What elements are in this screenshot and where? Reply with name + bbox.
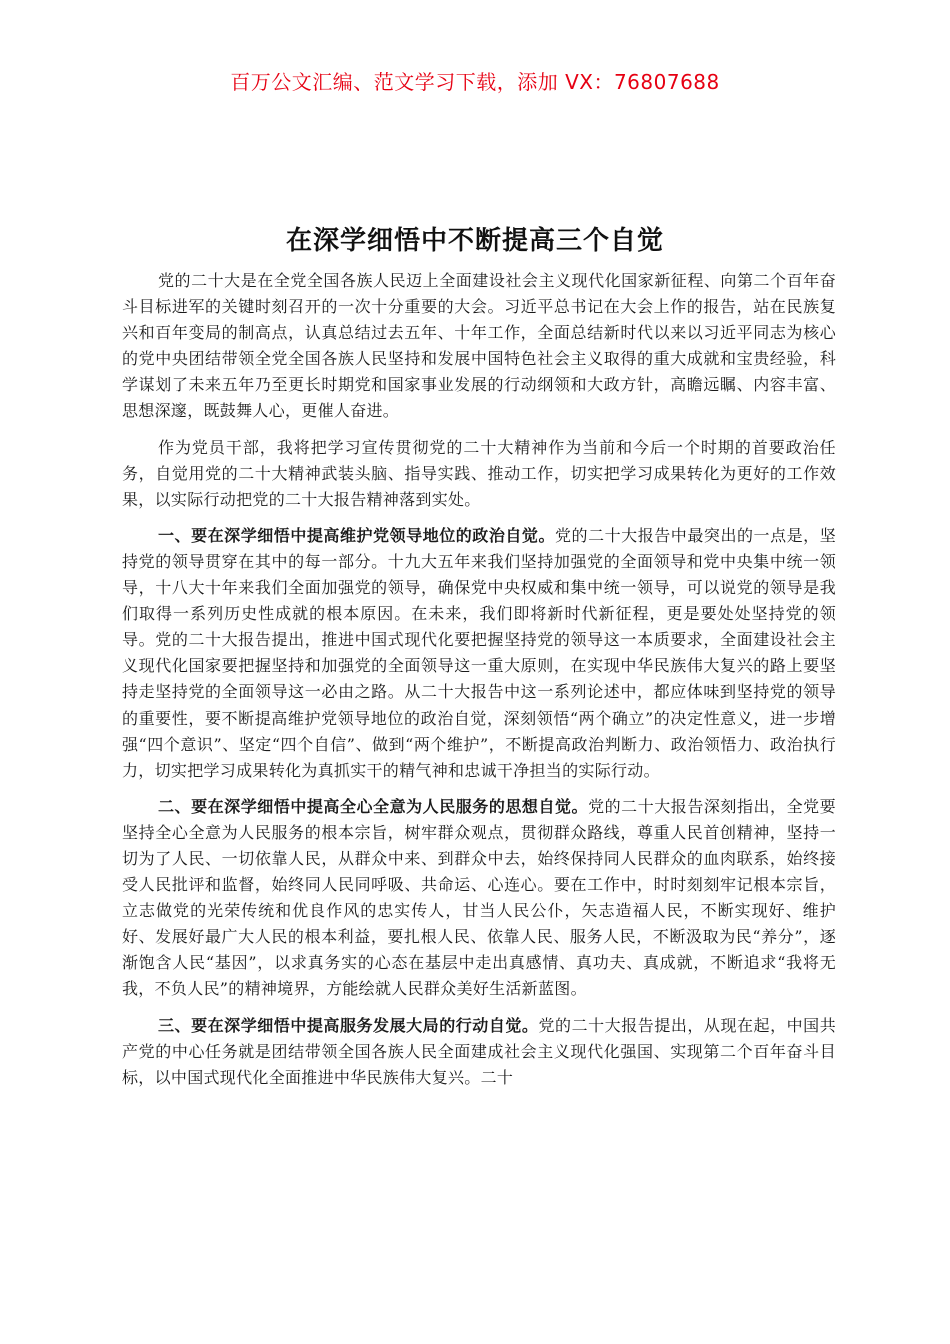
paragraph-section-2 xyxy=(122,794,836,1003)
paragraph-commitment xyxy=(122,435,836,513)
paragraph-text: 党的二十大报告提出，从现在起，中国共产党的中心任务就是团结带领全国各族人民全面建成社会主义现代化强国、实现第二个百年奋斗目标，以中国式现代化全面推进中华民族伟大复兴。二十 xyxy=(122,1015,837,1087)
section-heading: 一、要在深学细悟中提高维护党领导地位的政治自觉。 xyxy=(158,525,556,545)
section-heading: 三、要在深学细悟中提高服务发展大局的行动自觉。 xyxy=(158,1015,539,1035)
paragraph-text: 作为党员干部，我将把学习宣传贯彻党的二十大精神作为当前和今后一个时期的首要政治任务，自觉用党的二十大精神武装头脑、指导实践、推动工作，切实把学习成果转化为更好的工作效果，以实际行动把党的二十大报告精神落到实处。 xyxy=(122,437,836,509)
page-title: 在深学细悟中不断提高三个自觉 xyxy=(285,226,664,256)
paragraph-text: 党的二十大是在全党全国各族人民迈上全面建设社会主义现代化国家新征程、向第二个百年奋斗目标进军的关键时刻召开的一次十分重要的大会。习近平总书记在大会上作的报告，站在民族复兴和百年变局的制高点，认真总结过去五年、十年工作，全面总结新时代以来以习近平同志为核心的党中央团结带领全党全国各族人民坚持和发展中国特色社会主义取得的重大成就和宝贵经验，科学谋划了未来五年乃至更长时期党和国家事业发展的行动纲领和大政方针，高瞻远瞩、内容丰富、思想深邃，既鼓舞人心，更催人奋进。 xyxy=(122,271,836,421)
promo-banner: 百万公文汇编、范文学习下载，添加 VX：76807688 xyxy=(230,70,720,94)
paragraph-text: 党的二十大报告深刻指出，全党要坚持全心全意为人民服务的根本宗旨，树牢群众观点，贯彻群众路线，尊重人民首创精神，坚持一切为了人民、一切依靠人民，从群众中来、到群众中去，始终保持同人民群众的血肉联系，始终接受人民批评和监督，始终同人民同呼吸、共命运、心连心。要在工作中，时时刻刻牢记根本宗旨，立志做党的光荣传统和优良作风的忠实传人，甘当人民公仆，矢志造福人民，不断实现好、维护好、发展好最广大人民的根本利益，要扎根人民、依靠人民、服务人民，不断汲取为民“养分”，逐渐饱含人民“基因”，以求真务实的心态在基层中走出真感情、真功夫、真成就，不断追求“我将无我，不负人民”的精神境界，方能绘就人民群众美好生活新蓝图。 xyxy=(122,796,836,999)
document-body xyxy=(122,268,836,1101)
paragraph-intro xyxy=(122,268,836,425)
paragraph-text: 党的二十大报告中最突出的一点是，坚持党的领导贯穿在其中的每一部分。十九大五年来我们坚持加强党的全面领导和党中央集中统一领导，十八大十年来我们全面加强党的领导，确保党中央权威和集中统一领导，可以说党的领导是我们取得一系列历史性成就的根本原因。在未来，我们即将新时代新征程，更是要处处坚持党的领导。党的二十大报告提出，推进中国式现代化要把握坚持党的领导这一本质要求，全面建设社会主义现代化国家要把握坚持和加强党的全面领导这一重大原则，在实现中华民族伟大复兴的路上要坚持走坚持党的全面领导这一必由之路。从二十大报告中这一系列论述中，都应体味到坚持党的领导的重要性，要不断提高维护党领导地位的政治自觉，深刻领悟“两个确立”的决定性意义，进一步增强“四个意识”、坚定“四个自信”、做到“两个维护”，不断提高政治判断力、政治领悟力、政治执行力，切实把学习成果转化为真抓实干的精气神和忠诚干净担当的实际行动。 xyxy=(122,525,836,780)
paragraph-section-1 xyxy=(122,523,836,784)
section-heading: 二、要在深学细悟中提高全心全意为人民服务的思想自觉。 xyxy=(158,796,589,816)
paragraph-section-3 xyxy=(122,1013,836,1091)
